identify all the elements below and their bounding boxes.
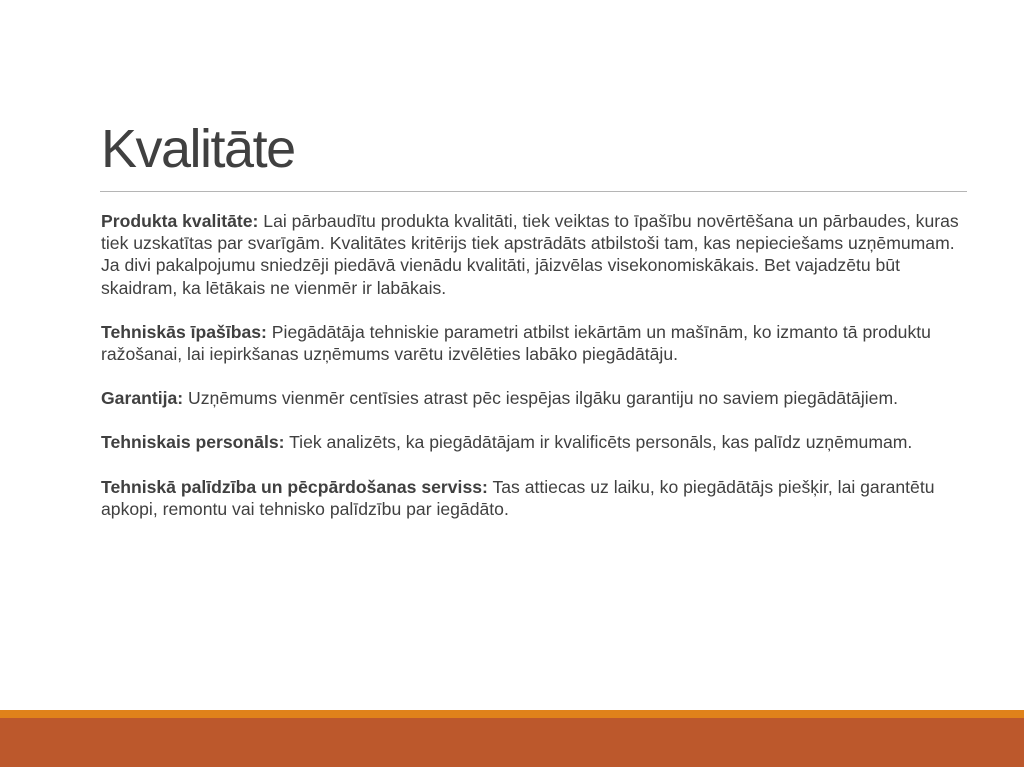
paragraph-label: Tehniskais personāls: [101,432,285,453]
paragraph-text: Lai pārbaudītu produkta kvalitāti, tiek veiktas to īpašību novērtēšana un pārbaudes, kuras tiek uzskatītas par svarīgām. Kvalitātes kritērijs tiek apstrādāts atbilstoši tam, kas nepieciešams uzņēmumam. Ja divi pakalpojumu sniedzēji piedāvā vienādu kvalitāti, jāizvēlas visekonomiskākais. Bet vajadzētu būt skaidram, ka lētākais ne vienmēr ir labākais. [101,211,959,298]
paragraph-label: Garantija: [101,388,184,409]
paragraph-text: Piegādātāja tehniskie parametri atbilst iekārtām un mašīnām, ko izmanto tā produktu ražošanai, lai iepirkšanas uzņēmums varētu izvēlēties labāko piegādātāju. [101,321,931,365]
paragraph-text: Tas attiecas uz laiku, ko piegādātājs piešķir, lai garantētu apkopi, remontu vai tehnisko palīdzību par iegādāto. [101,476,935,519]
paragraph-label: Produkta kvalitāte: [101,211,259,231]
paragraph-technical-staff [101,431,961,453]
paragraph-technical-properties [101,321,961,365]
paragraph-product-quality [101,210,961,299]
paragraph-text: Tiek analizēts, ka piegādātājam ir kvalificēts personāls, kas palīdz uzņēmumam. [284,432,913,453]
footer-band [0,718,1024,767]
paragraph-after-sales-service [101,476,961,520]
slide-body [101,210,961,542]
paragraph-label: Tehniskā palīdzība un pēcpārdošanas serviss: [101,476,488,497]
title-divider [100,191,967,192]
paragraph-label: Tehniskās īpašības: [101,321,267,342]
footer-accent-stripe [0,710,1024,718]
slide-title: Kvalitāte [101,119,295,179]
paragraph-warranty [101,387,961,409]
paragraph-text: Uzņēmums vienmēr centīsies atrast pēc iespējas ilgāku garantiju no saviem piegādātājiem. [183,388,898,409]
